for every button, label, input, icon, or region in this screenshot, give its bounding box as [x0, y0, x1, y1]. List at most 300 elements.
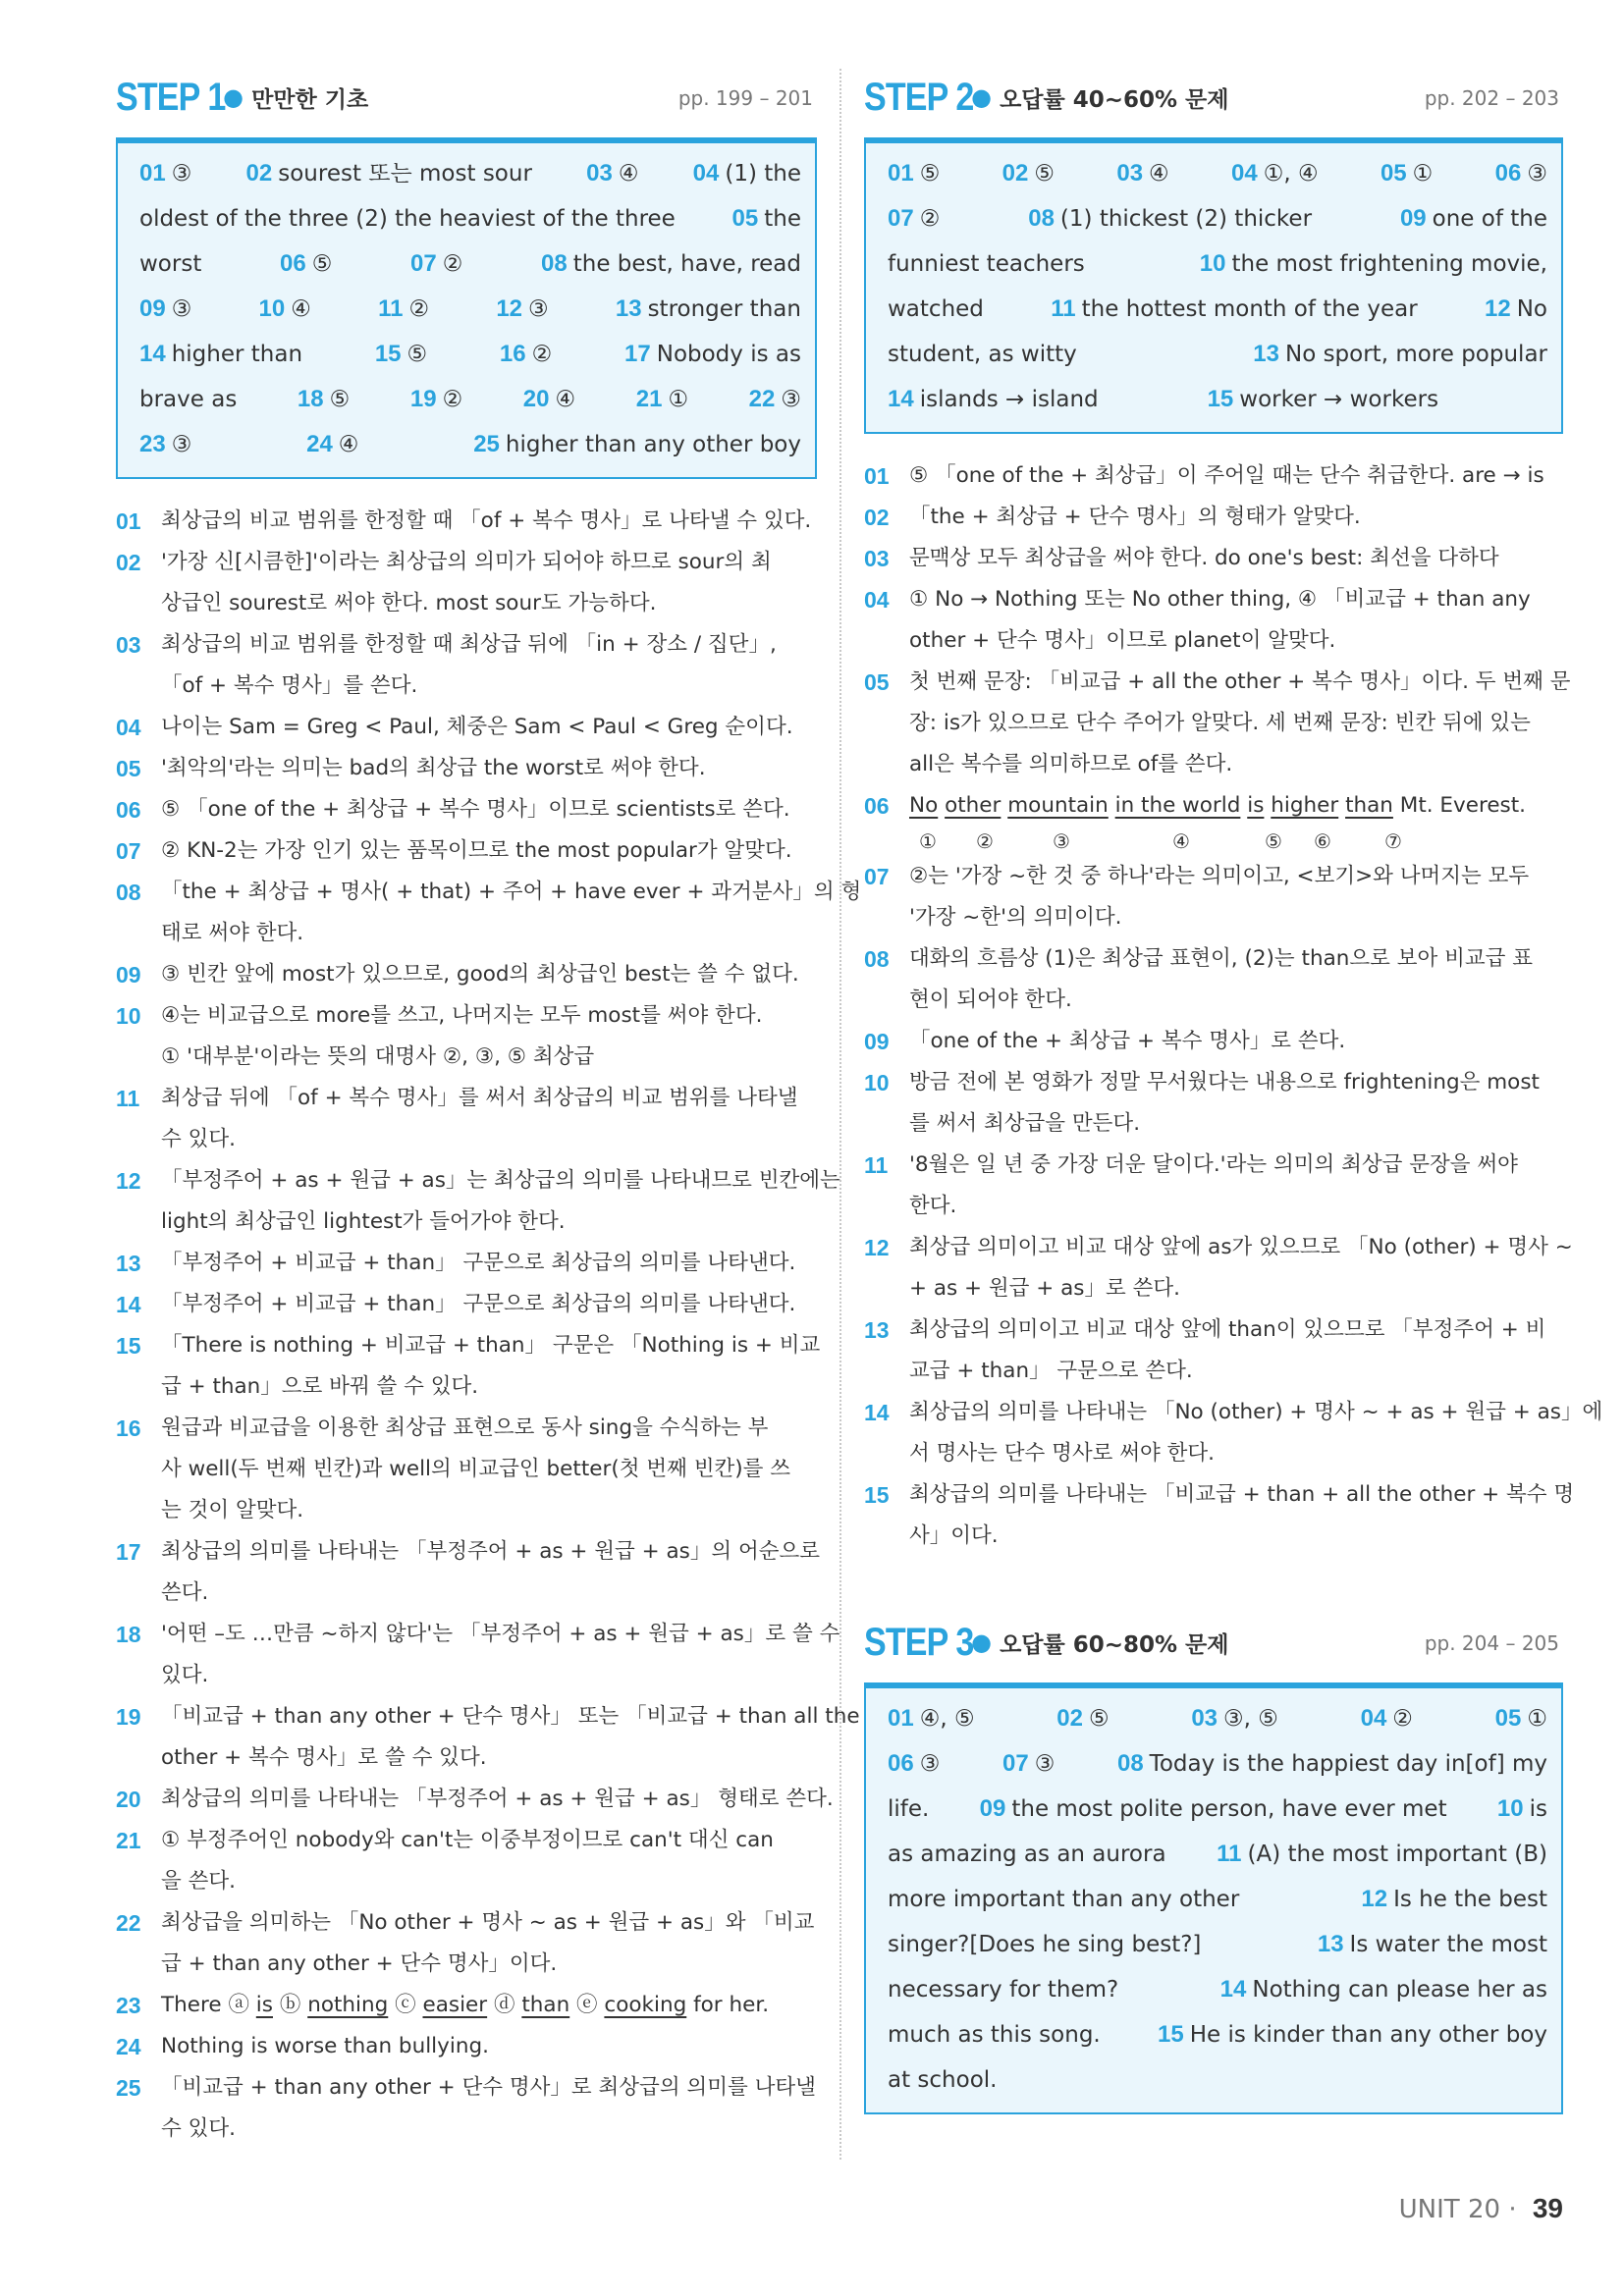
explanation-line: 급 + than any other + 단수 명사」이다.: [161, 1951, 558, 1976]
step1-answer-item: [246, 151, 532, 196]
sentence-word: ⓑ: [279, 1993, 301, 2017]
answer-number: 03: [1191, 1705, 1218, 1732]
underlined-word: is: [1247, 793, 1265, 818]
answer-number: 16: [499, 341, 526, 367]
explanation-text: [161, 2026, 817, 2067]
explanation-line: 수 있다.: [161, 2116, 236, 2141]
answer-text: one of the: [1432, 206, 1547, 232]
underlined-word: than: [521, 1993, 570, 2017]
step1-explanation-item: [116, 1820, 817, 1902]
explanation-number: 07: [116, 838, 141, 864]
answer-text: Today is the happiest day in[of] my: [1149, 1751, 1547, 1777]
step3-answer-item: [888, 2012, 1101, 2057]
explanation-line: 최상급을 의미하는 「No other + 명사 ~ as + 원급 + as」와 「비교: [161, 1910, 815, 1935]
step3-answer-item: [1056, 1696, 1109, 1741]
explanation-number: 09: [864, 1029, 890, 1054]
underline-mark: ⑦: [1384, 829, 1402, 853]
step3-answer-item: [888, 1832, 1166, 1877]
step1-answer-item: [693, 151, 801, 196]
answer-number: 07: [888, 205, 914, 232]
step1-answer-item: [306, 422, 358, 467]
step1-title: STEP 1: [116, 75, 226, 119]
sentence-word: ⓒ: [395, 1993, 416, 2017]
explanation-text: [909, 938, 1563, 1021]
step1-explanation-item: [116, 1696, 860, 1779]
explanation-line: '8월은 일 년 중 가장 더운 달이다.'라는 의미의 최상급 문장을 써야: [909, 1152, 1518, 1177]
answer-number: 05: [731, 205, 759, 232]
explanation-number: 04: [864, 587, 890, 613]
answer-text: ③: [781, 387, 801, 412]
explanation-text: [161, 830, 817, 872]
answer-number: 11: [378, 295, 404, 322]
explanation-number: 17: [116, 1539, 141, 1565]
answer-text: ⑤: [406, 342, 428, 367]
step1-answer-item: [410, 377, 462, 422]
explanation-line: other + 단수 명사」이므로 planet이 알맞다.: [909, 628, 1336, 653]
underlined-word: No: [909, 793, 939, 818]
step2-answer-line: [888, 332, 1547, 377]
bullet-dot-icon: ●: [971, 83, 993, 111]
answer-text: ④: [555, 387, 576, 412]
underlined-word: cooking: [604, 1993, 687, 2017]
answer-text: the hottest month of the year: [1081, 296, 1418, 322]
step2-answer-item: [1200, 241, 1547, 287]
step3-answer-item: [1117, 1741, 1547, 1787]
answer-text: No sport, more popular: [1284, 342, 1547, 367]
step2-explanations: [864, 455, 1603, 1557]
explanation-line: 태로 써야 한다.: [161, 921, 304, 945]
answer-text: brave as: [139, 387, 238, 412]
explanation-line: ③ 빈칸 앞에 most가 있으므로, good의 최상급인 best는 쓸 수 없다.: [161, 962, 799, 987]
step2-explanation-item: [864, 856, 1563, 938]
step1-explanation-item: [116, 1614, 840, 1696]
answer-text: Nothing can please her as: [1252, 1977, 1547, 2002]
step3-answer-line: [888, 1877, 1547, 1922]
answer-text: ③: [171, 432, 192, 457]
step3-answer-item: [888, 2057, 997, 2103]
answer-number: 09: [979, 1795, 1006, 1822]
step2-title: STEP 2: [864, 75, 974, 119]
answer-number: 14: [139, 341, 166, 367]
explanation-number: 19: [116, 1704, 141, 1730]
step3-answer-line: [888, 1922, 1547, 1967]
answer-number: 01: [888, 160, 914, 187]
explanation-text: [909, 497, 1563, 538]
answer-number: 15: [1158, 2021, 1184, 2048]
step2-answer-item: [1400, 196, 1547, 241]
answer-text: sourest 또는 most sour: [278, 161, 532, 187]
step1-explanation-item: [116, 1160, 840, 1243]
answer-text: ②: [1392, 1706, 1413, 1732]
step2-answer-item: [1380, 151, 1433, 196]
step3-answer-item: [1495, 1696, 1547, 1741]
explanation-text: [161, 624, 817, 707]
underlined-word: other: [945, 793, 1001, 818]
step1-explanation-item: [116, 1078, 817, 1160]
explanation-text: [909, 538, 1563, 579]
step2-answer-item: [1231, 151, 1319, 196]
answer-number: 09: [1399, 205, 1427, 232]
step1-answer-item: [139, 287, 191, 332]
explanation-text: [161, 1284, 817, 1325]
explanation-line: 최상급의 의미를 나타내는 「부정주어 + as + 원급 + as」의 어순으로: [161, 1539, 821, 1564]
answer-number: 05: [1494, 1705, 1522, 1732]
step2-explanation-item: [864, 1309, 1563, 1392]
explanation-line: ② KN-2는 가장 인기 있는 품목이므로 the most popular가 알맞다.: [161, 838, 792, 863]
answer-number: 03: [586, 160, 613, 187]
step3-title: STEP 3: [864, 1620, 974, 1664]
explanation-line: 「one of the + 최상급 + 복수 명사」로 쓴다.: [909, 1029, 1346, 1053]
step1-answer-item: [378, 287, 429, 332]
explanation-line: 장: is가 있으므로 단수 주어가 알맞다. 세 번째 문장: 빈칸 뒤에 있는: [909, 711, 1531, 735]
explanation-text: [161, 1820, 817, 1902]
answer-text: ③: [1034, 1751, 1056, 1777]
answer-text: Is he the best: [1393, 1887, 1547, 1912]
right-column: [864, 69, 1603, 2114]
answer-text: No: [1516, 296, 1547, 322]
step1-explanation-item: [116, 954, 817, 995]
explanation-text: [161, 872, 861, 954]
explanation-number: 05: [864, 669, 890, 695]
step1-explanation-item: [116, 995, 817, 1078]
explanation-text: [161, 995, 817, 1078]
explanation-line: 쓴다.: [161, 1580, 209, 1605]
step1-explanations: [116, 501, 862, 2150]
explanation-text: [161, 1696, 860, 1779]
explanation-line: ⑤ 「one of the + 최상급 + 복수 명사」이므로 scientists로 쓴다.: [161, 797, 790, 822]
step2-answer-line: [888, 196, 1547, 241]
explanation-line: 문맥상 모두 최상급을 써야 한다. do one's best: 최선을 다하다: [909, 546, 1499, 570]
step1-subtitle: 만만한 기초: [251, 86, 369, 113]
answer-number: 15: [374, 341, 402, 367]
explanation-text: [161, 1408, 817, 1531]
page-footer: [1399, 2193, 1563, 2224]
left-column: [116, 69, 862, 2150]
step1-answer-item: [139, 196, 676, 241]
answer-number: 24: [306, 431, 333, 457]
step2-answer-line: [888, 241, 1547, 287]
answer-text: ④: [291, 296, 311, 322]
explanation-line: 원급과 비교급을 이용한 최상급 표현으로 동사 sing을 수식하는 부: [161, 1415, 769, 1440]
step1-explanation-item: [116, 2026, 817, 2067]
sentence-word: There: [161, 1993, 222, 2017]
explanation-number: 06: [116, 797, 141, 823]
explanation-text: [161, 1985, 817, 2026]
answer-number: 09: [139, 295, 166, 322]
explanation-number: 13: [116, 1251, 141, 1276]
answer-number: 10: [1496, 1795, 1524, 1822]
explanation-text: [161, 954, 817, 995]
bullet-dot-icon: ●: [223, 83, 244, 111]
answer-text: ⑤: [1088, 1706, 1110, 1732]
step1-answer-item: [139, 332, 302, 377]
step1-pages: pp. 199 – 201: [677, 86, 813, 110]
step2-pages: pp. 202 – 203: [1424, 86, 1559, 110]
answer-number: 21: [635, 386, 663, 412]
explanation-text: [909, 1062, 1563, 1145]
step1-answer-box: [116, 137, 817, 479]
explanation-number: 05: [116, 756, 141, 781]
explanation-text: [161, 501, 817, 542]
explanation-number: 13: [864, 1317, 890, 1343]
answer-number: 14: [888, 386, 914, 412]
answer-number: 25: [473, 431, 500, 457]
step3-answer-item: [1361, 1696, 1413, 1741]
underlined-word: in the world: [1114, 793, 1241, 818]
explanation-number: 09: [116, 962, 141, 988]
answer-text: He is kinder than any other boy: [1189, 2022, 1547, 2048]
step1-explanation-item: [116, 1902, 817, 1985]
step3-answer-item: [888, 1696, 975, 1741]
step2-explanation-item: [864, 579, 1563, 662]
step1-answer-line: [139, 422, 801, 467]
answer-text: funniest teachers: [888, 251, 1085, 277]
step1-answer-item: [496, 287, 548, 332]
explanation-number: 24: [116, 2034, 141, 2059]
underlined-word: is: [255, 1993, 273, 2017]
answer-text: ①: [1412, 161, 1434, 187]
explanation-line: 「the + 최상급 + 단수 명사」의 형태가 알맞다.: [909, 505, 1361, 529]
step1-answer-item: [410, 241, 462, 287]
step2-answer-item: [888, 196, 940, 241]
explanation-line: ① No → Nothing 또는 No other thing, ④ 「비교급 + than any: [909, 587, 1531, 612]
explanation-number: 10: [864, 1070, 890, 1095]
step2-answer-item: [1116, 151, 1168, 196]
explanation-text: [909, 455, 1563, 497]
explanation-line: 첫 번째 문장: 「비교급 + all the other + 복수 명사」이다. 두 번째 문: [909, 669, 1571, 694]
explanation-text: [161, 1078, 817, 1160]
step1-answer-line: [139, 332, 801, 377]
step2-answer-line: [888, 151, 1547, 196]
explanation-number: 14: [864, 1400, 890, 1425]
explanation-text: [161, 1243, 817, 1284]
explanation-line: '가장 ~한'의 의미이다.: [909, 905, 1122, 930]
step1-answer-item: [636, 377, 688, 422]
step1-answer-line: [139, 196, 801, 241]
explanation-number: 22: [116, 1910, 141, 1936]
explanation-line: 를 써서 최상급을 만든다.: [909, 1111, 1141, 1136]
step1-answer-item: [616, 287, 801, 332]
answer-text: at school.: [888, 2067, 998, 2093]
underlined-word: mountain: [1007, 793, 1109, 818]
underlined-word: than: [1345, 793, 1393, 818]
step3-answer-line: [888, 1967, 1547, 2012]
step1-answer-item: [139, 151, 191, 196]
answer-number: 20: [522, 386, 550, 412]
underlined-word: easier: [422, 1993, 488, 2017]
explanation-number: 10: [116, 1003, 141, 1029]
step2-answer-item: [1495, 151, 1547, 196]
explanation-number: 08: [864, 946, 890, 972]
explanation-line: '가장 신[시큼한]'이라는 최상급의 의미가 되어야 하므로 sour의 최: [161, 550, 772, 574]
step1-answer-item: [523, 377, 575, 422]
answer-number: 01: [888, 1705, 914, 1732]
explanation-text: [161, 748, 817, 789]
answer-text: as amazing as an aurora: [888, 1842, 1166, 1867]
explanation-text: [909, 662, 1570, 785]
answer-number: 08: [1028, 205, 1055, 232]
explanation-line: ④는 비교급으로 more를 쓰고, 나머지는 모두 most를 써야 한다.: [161, 1003, 763, 1028]
explanation-text: [161, 542, 817, 624]
explanation-line: 나이는 Sam = Greg < Paul, 체중은 Sam < Paul < Greg 순이다.: [161, 715, 793, 739]
step2-explanation-item: [864, 1392, 1603, 1474]
explanation-text: [909, 856, 1563, 938]
step3-answer-item: [888, 1922, 1201, 1967]
explanation-text: [909, 1145, 1563, 1227]
step2-answer-item: [888, 287, 984, 332]
answer-number: 02: [245, 160, 273, 187]
sentence-word: for her.: [693, 1993, 770, 2017]
step3-answer-line: [888, 1832, 1547, 1877]
step3-answer-item: [1217, 1832, 1547, 1877]
step2-answer-item: [1002, 151, 1055, 196]
explanation-text: [909, 1021, 1563, 1062]
underlined-word: higher: [1271, 793, 1339, 818]
explanation-number: 06: [864, 793, 890, 819]
step2-answer-item: [1208, 377, 1438, 422]
page-number: 39: [1532, 2193, 1563, 2223]
explanation-line: 최상급의 의미를 나타내는 「비교급 + than + all the other + 복수 명: [909, 1482, 1575, 1507]
explanation-line: 교급 + than」 구문으로 쓴다.: [909, 1359, 1193, 1383]
explanation-line: 「부정주어 + as + 원급 + as」는 최상급의 의미를 나타내므로 빈칸에는: [161, 1168, 840, 1193]
answer-text: more important than any other: [888, 1887, 1240, 1912]
answer-text: ①: [1527, 1706, 1547, 1732]
explanation-text: [161, 1531, 820, 1614]
answer-text: higher than: [171, 342, 303, 367]
explanation-line: [161, 1985, 817, 2026]
step1-answer-item: [749, 377, 801, 422]
step2-explanation-item: [864, 1145, 1563, 1227]
step1-answer-item: [500, 332, 552, 377]
step3-answer-item: [1361, 1877, 1547, 1922]
explanation-line: other + 복수 명사」로 쓸 수 있다.: [161, 1745, 487, 1770]
explanation-number: 08: [116, 880, 141, 905]
explanation-number: 02: [116, 550, 141, 575]
answer-number: 05: [1380, 160, 1407, 187]
step3-header: [864, 1614, 1563, 1671]
answer-text: ③: [171, 296, 192, 322]
explanation-line: 「the + 최상급 + 명사( + that) + 주어 + have ever + 과거분사」의 형: [161, 880, 862, 904]
step1-answer-item: [375, 332, 427, 377]
explanation-text: [161, 789, 817, 830]
step2-answer-box: [864, 137, 1563, 434]
answer-text: is: [1529, 1796, 1547, 1822]
step1-explanation-item: [116, 830, 817, 872]
step1-explanation-item: [116, 501, 817, 542]
step1-explanation-item: [116, 1985, 817, 2026]
explanation-number: 04: [116, 715, 141, 740]
step2-answer-item: [1485, 287, 1547, 332]
step2-answer-item: [1051, 287, 1417, 332]
explanation-line: 을 쓴다.: [161, 1869, 236, 1894]
sentence-word: ⓐ: [228, 1993, 249, 2017]
answer-number: 06: [1494, 160, 1522, 187]
explanation-line: 최상급의 의미를 나타내는 「No (other) + 명사 ~ + as + 원급 + as」에: [909, 1400, 1603, 1424]
answer-text: islands → island: [919, 387, 1099, 412]
explanation-line: 방금 전에 본 영화가 정말 무서웠다는 내용으로 frightening은 most: [909, 1070, 1540, 1095]
step1-explanation-item: [116, 748, 817, 789]
explanation-line: 사」이다.: [909, 1523, 999, 1548]
step3-answer-item: [1497, 1787, 1547, 1832]
explanation-line: 최상급의 비교 범위를 한정할 때 최상급 뒤에 「in + 장소 / 집단」,: [161, 632, 777, 657]
answer-text: worst: [139, 251, 202, 277]
explanation-line: '최악의'라는 의미는 bad의 최상급 the worst로 써야 한다.: [161, 756, 706, 780]
explanation-line: 「부정주어 + 비교급 + than」 구문으로 최상급의 의미를 나타낸다.: [161, 1292, 796, 1316]
answer-text: ④: [618, 161, 639, 187]
explanation-line: 사 well(두 번째 빈칸)과 well의 비교급인 better(첫 번째 빈칸)를 쓰: [161, 1457, 790, 1481]
step3-answer-line: [888, 1741, 1547, 1787]
explanation-text: [161, 1779, 834, 1820]
step2-header: [864, 69, 1563, 126]
explanation-line: 서 명사는 단수 명사로 써야 한다.: [909, 1441, 1216, 1466]
explanation-line: ① 부정주어인 nobody와 can't는 이중부정이므로 can't 대신 can: [161, 1828, 774, 1852]
answer-number: 04: [1360, 1705, 1387, 1732]
answer-text: singer?[Does he sing best?]: [888, 1932, 1202, 1957]
explanation-line: 「There is nothing + 비교급 + than」 구문은 「Nothing is + 비교: [161, 1333, 821, 1358]
answer-text: ②: [531, 342, 553, 367]
step1-explanation-item: [116, 1325, 821, 1408]
explanation-number: 12: [116, 1168, 141, 1194]
step3-answer-item: [1318, 1922, 1547, 1967]
answer-text: ②: [408, 296, 430, 322]
answer-number: 04: [1231, 160, 1258, 187]
answer-number: 22: [748, 386, 776, 412]
answer-text: worker → workers: [1239, 387, 1439, 412]
explanation-number: 20: [116, 1787, 141, 1812]
answer-text: Is water the most: [1349, 1932, 1547, 1957]
step2-explanation-item: [864, 455, 1563, 497]
answer-number: 11: [1051, 295, 1076, 322]
answer-number: 23: [139, 431, 166, 457]
explanation-number: 12: [864, 1235, 890, 1260]
step1-answer-item: [473, 422, 801, 467]
explanation-line: 「비교급 + than any other + 단수 명사」 또는 「비교급 + than all the: [161, 1704, 860, 1729]
step2-explanation-item: [864, 938, 1563, 1021]
step1-explanation-item: [116, 789, 817, 830]
explanation-number: 11: [116, 1086, 140, 1111]
answer-number: 12: [1361, 1886, 1388, 1912]
underline-mark: ③: [1053, 829, 1070, 853]
answer-number: 14: [1219, 1976, 1247, 2002]
step3-answer-line: [888, 2012, 1547, 2057]
step1-explanation-item: [116, 1408, 817, 1531]
explanation-line: 최상급 뒤에 「of + 복수 명사」를 써서 최상급의 비교 범위를 나타낼: [161, 1086, 798, 1110]
explanation-number: 21: [116, 1828, 141, 1853]
explanation-line: '어떤 –도 …만큼 ~하지 않다'는 「부정주어 + as + 원급 + as」로 쓸 수: [161, 1622, 840, 1646]
answer-number: 07: [1001, 1750, 1029, 1777]
explanation-line: [909, 785, 1563, 827]
answer-number: 17: [624, 341, 651, 367]
step3-answer-item: [888, 1967, 1118, 2012]
step3-answer-line: [888, 1787, 1547, 1832]
step2-answer-line: [888, 377, 1547, 422]
step1-answer-item: [139, 241, 201, 287]
explanation-line: 는 것이 알맞다.: [161, 1498, 304, 1522]
underlined-word: nothing: [307, 1993, 389, 2017]
explanation-line: + as + 원급 + as」로 쓴다.: [909, 1276, 1180, 1301]
answer-text: ③: [171, 161, 192, 187]
explanation-line: 상급인 sourest로 써야 한다. most sour도 가능하다.: [161, 591, 657, 615]
explanation-number: 23: [116, 1993, 141, 2018]
step2-subtitle: 오답률 40~60% 문제: [1000, 86, 1229, 113]
step1-header: [116, 69, 817, 126]
step1-answer-item: [624, 332, 801, 377]
step2-explanation-item: [864, 785, 1563, 827]
step2-answer-item: [888, 377, 1099, 422]
answer-number: 04: [692, 160, 720, 187]
explanation-line: 최상급 의미이고 비교 대상 앞에 as가 있으므로 「No (other) + 명사 ~: [909, 1235, 1573, 1259]
answer-number: 10: [258, 295, 286, 322]
